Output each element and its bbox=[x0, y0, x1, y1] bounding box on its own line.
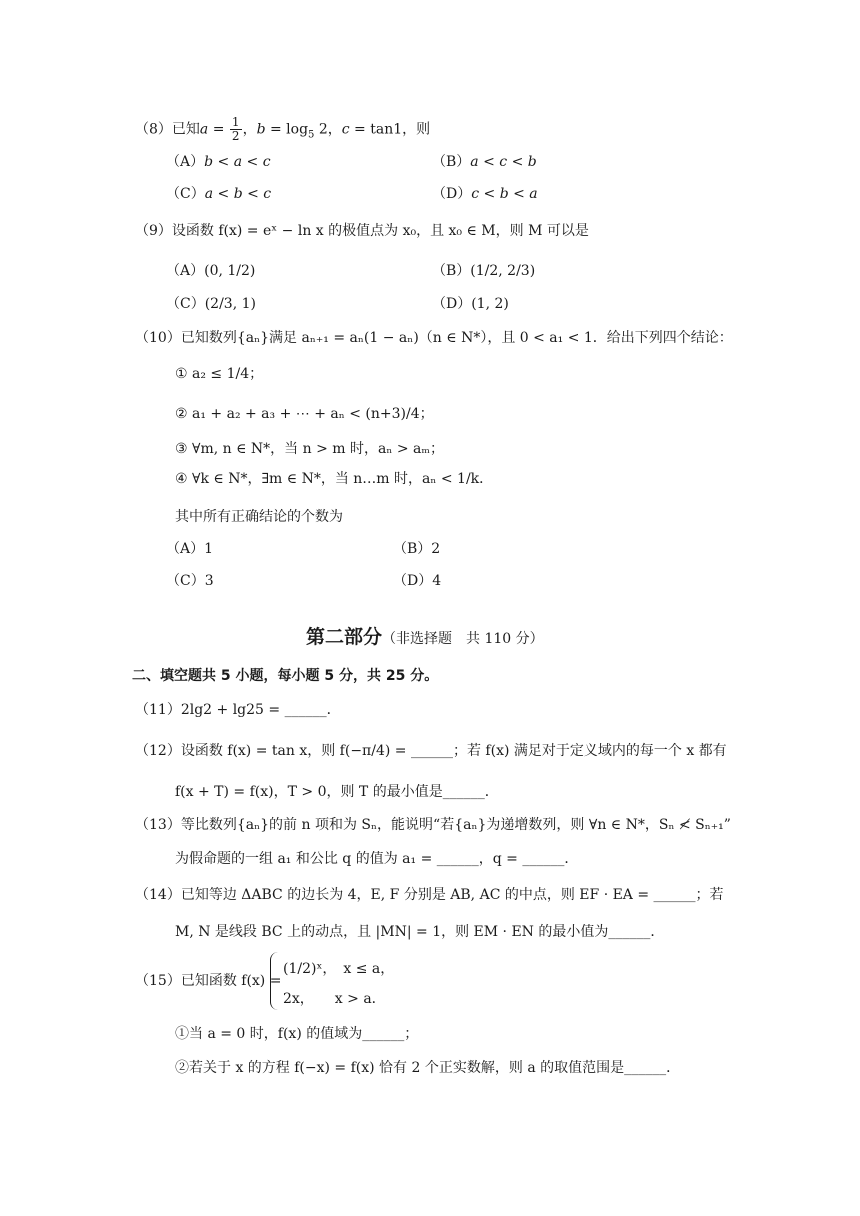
q10-option-c: （C）3 bbox=[166, 573, 214, 589]
q8-stem: （8）已知a = $\frac{1}{2}$ ，$b = \log_5 2$，c = tan1，则 bbox=[135, 115, 431, 143]
q9-option-b: （B）(1/2, 2/3) bbox=[432, 263, 536, 279]
q9-option-c: （C）(2/3, 1) bbox=[166, 296, 256, 312]
q11: （11）2lg2 + lg25 = ______． bbox=[135, 702, 341, 718]
q10-conclusion-4: ④ ∀k ∈ N*，∃m ∈ N*，当 n…m 时，aₙ < 1/k． bbox=[175, 471, 494, 487]
q10-conclusion-1: ① a₂ ≤ 1/4； bbox=[175, 366, 264, 382]
q10-option-d: （D）4 bbox=[393, 573, 442, 589]
q9-option-d: （D）(1, 2) bbox=[432, 296, 509, 312]
q13-line-2: 为假命题的一组 a₁ 和公比 q 的值为 a₁ = ______，q = ______． bbox=[175, 851, 579, 867]
q8-option-d: （D）c < b < a bbox=[432, 186, 538, 202]
q10-stem: （10）已知数列{aₙ}满足 aₙ₊₁ = aₙ(1 − aₙ)（n ∈ N*），且 0 < a₁ < 1．给出下列四个结论： bbox=[135, 330, 733, 346]
q8-option-a: （A）b < a < c bbox=[166, 154, 271, 170]
q15-part-1: ①当 a = 0 时，f(x) 的值域为______； bbox=[175, 1026, 419, 1042]
section-two-heading: 二、填空题共 5 小题，每小题 5 分，共 25 分。 bbox=[132, 668, 439, 684]
q10-option-b: （B）2 bbox=[393, 541, 441, 557]
q10-conclusion-2: ② a₁ + a₂ + a₃ + ⋯ + aₙ < (n+3)/4； bbox=[175, 406, 434, 422]
q14-line-1: （14）已知等边 ΔABC 的边长为 4，E, F 分别是 AB, AC 的中点，则 EF · EA = ______；若 bbox=[135, 887, 724, 903]
part-two-title: 第二部分（非选择题 共 110 分） bbox=[306, 626, 544, 648]
q12-line-2: f(x + T) = f(x)，T > 0，则 T 的最小值是______． bbox=[175, 784, 499, 800]
q15-case-1: (1/2)ˣ， x ≤ a， bbox=[283, 961, 395, 977]
q9-option-a: （A）(0, 1/2) bbox=[166, 263, 256, 279]
piecewise-brace bbox=[270, 952, 279, 1010]
q10-option-a: （A）1 bbox=[166, 541, 214, 557]
q9-stem: （9）设函数 f(x) = eˣ − ln x 的极值点为 x₀，且 x₀ ∈ M，则 M 可以是 bbox=[135, 223, 589, 239]
q10-ask: 其中所有正确结论的个数为 bbox=[175, 509, 343, 525]
q13-line-1: （13）等比数列{aₙ}的前 n 项和为 Sₙ，能说明“若{aₙ}为递增数列，则 ∀n ∈ N*，Sₙ ≮ Sₙ₊₁” bbox=[135, 817, 731, 833]
q15-part-2: ②若关于 x 的方程 f(−x) = f(x) 恰有 2 个正实数解，则 a 的取值范围是______． bbox=[175, 1060, 681, 1076]
q8-option-c: （C）a < b < c bbox=[166, 186, 272, 202]
q15-case-2: 2x， x > a． bbox=[283, 991, 386, 1007]
q8-option-b: （B）a < c < b bbox=[432, 154, 537, 170]
q10-conclusion-3: ③ ∀m, n ∈ N*，当 n > m 时，aₙ > aₘ； bbox=[175, 441, 444, 457]
part-two-note: （非选择题 共 110 分） bbox=[382, 631, 544, 647]
q12-line-1: （12）设函数 f(x) = tan x，则 f(−π/4) = ______；若 f(x) 满足对于定义域内的每一个 x 都有 bbox=[135, 743, 727, 759]
q14-line-2: M, N 是线段 BC 上的动点，且 |MN| = 1，则 EM · EN 的最小值为______． bbox=[175, 924, 665, 940]
q15-lead: （15）已知函数 f(x) = bbox=[135, 973, 282, 989]
